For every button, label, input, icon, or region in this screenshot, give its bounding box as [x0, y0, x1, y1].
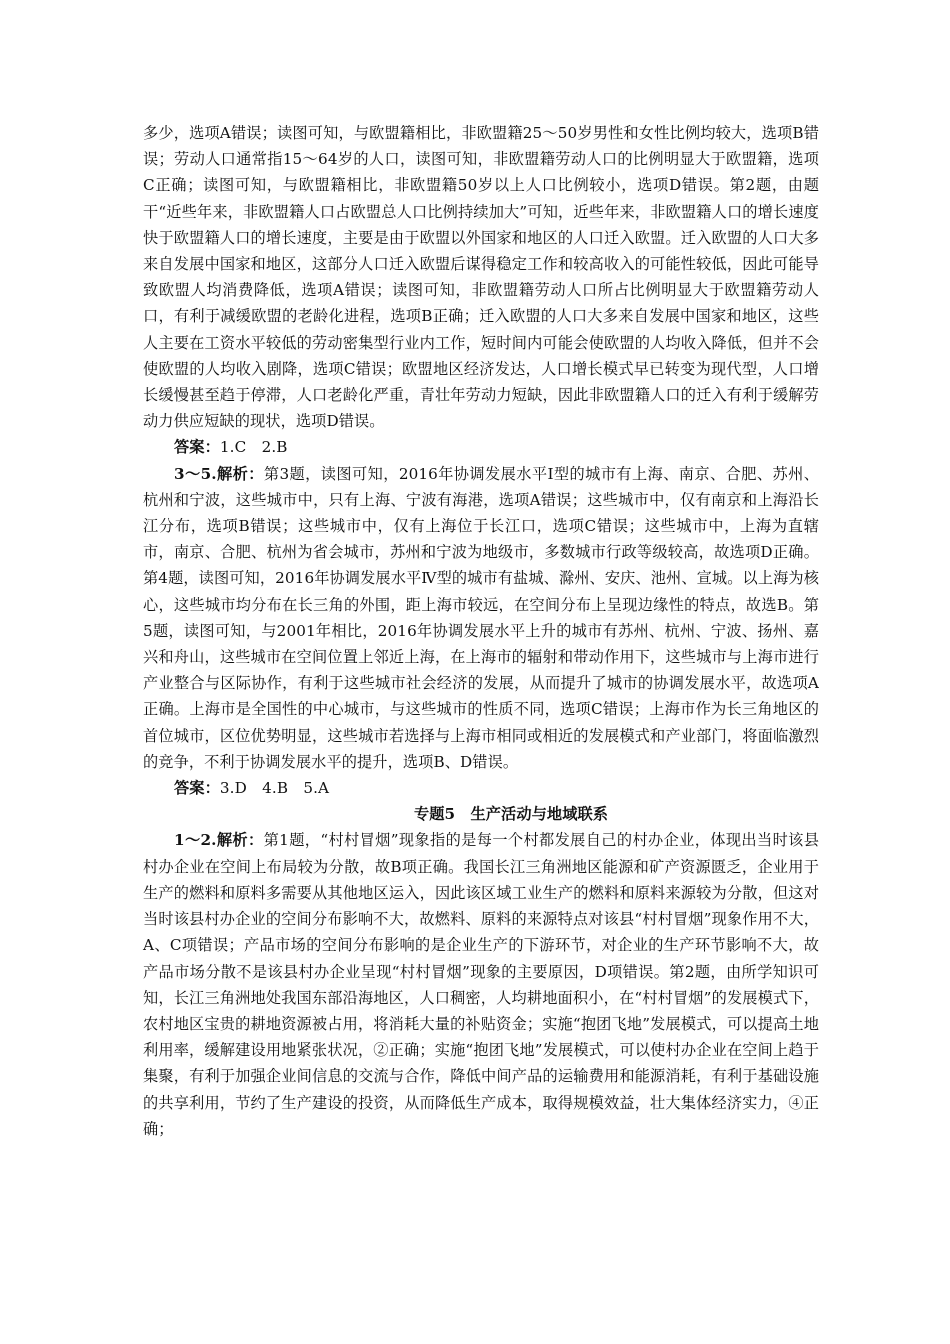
paragraph-q3-5 — [143, 461, 819, 775]
answer-value: 3.D 4.B 5.A — [219, 779, 330, 798]
answer-line-3-5 — [143, 775, 819, 801]
answer-label: 答案： — [174, 779, 220, 798]
answer-label: 答案： — [174, 438, 220, 457]
analysis-label: 1～2.解析： — [174, 831, 264, 850]
analysis-text: 第1题，“村村冒烟”现象指的是每一个村都发展自己的村办企业，体现出当时该县村办企业在空间上布局较为分散，故B项正确。我国长江三角洲地区能源和矿产资源匮乏，企业用于生产的燃料和原料多需要从其他地区运入，因此该区域工业生产的燃料和原料来源较为分散，但这对当时该县村办企业的空间分布影响不大，故燃料、原料的来源特点对该县“村村冒烟”现象作用不大，A、C项错误；产品市场的空间分布影响的是企业生产的下游环节，对企业的生产环节影响不大，故产品市场分散不是该县村办企业呈现“村村冒烟”现象的主要原因，D项错误。第2题，由所学知识可知，长江三角洲地处我国东部沿海地区，人口稠密，人均耕地面积小，在“村村冒烟”的发展模式下，农村地区宝贵的耕地资源被占用，将消耗大量的补贴资金；实施“抱团飞地”发展模式，可以提高土地利用率，缓解建设用地紧张状况，②正确；实施“抱团飞地”发展模式，可以使村办企业在空间上趋于集聚，有利于加强企业间信息的交流与合作，降低中间产品的运输费用和能源消耗，有利于基础设施的共享利用，节约了生产建设的投资，从而降低生产成本，取得规模效益，壮大集体经济实力，④正确； — [143, 831, 819, 1138]
analysis-label: 3～5.解析： — [174, 464, 264, 483]
paragraph-s5-q1-2 — [143, 827, 819, 1141]
answer-value: 1.C 2.B — [219, 438, 288, 457]
section-title: 专题5 生产活动与地域联系 — [413, 805, 609, 824]
answer-explanation-text — [143, 120, 819, 1142]
paragraph-q1-2-continued: 多少，选项A错误；读图可知，与欧盟籍相比，非欧盟籍25～50岁男性和女性比例均较大，选项B错误；劳动人口通常指15～64岁的人口，读图可知，非欧盟籍劳动人口的比例明显大于欧盟籍，选项C正确；读图可知，与欧盟籍相比，非欧盟籍50岁以上人口比例较小，选项D错误。第2题，由题干“近些年来，非欧盟籍人口占欧盟总人口比例持续加大”可知，近些年来，非欧盟籍人口的增长速度快于欧盟籍人口的增长速度，主要是由于欧盟以外国家和地区的人口迁入欧盟。迁入欧盟的人口大多来自发展中国家和地区，这部分人口迁入欧盟后谋得稳定工作和较高收入的可能性较低，因此可能导致欧盟人均消费降低，选项A错误；读图可知，非欧盟籍劳动人口所占比例明显大于欧盟籍劳动人口，有利于减缓欧盟的老龄化进程，选项B正确；迁入欧盟的人口大多来自发展中国家和地区，这些人主要在工资水平较低的劳动密集型行业内工作，短时间内可能会使欧盟的人均收入降低，但并不会使欧盟的人均收入剧降，选项C错误；欧盟地区经济发达，人口增长模式早已转变为现代型，人口增长缓慢甚至趋于停滞，人口老龄化严重，青壮年劳动力短缺，因此非欧盟籍人口的迁入有利于缓解劳动力供应短缺的现状，选项D错误。 — [143, 124, 819, 431]
analysis-text: 第3题，读图可知，2016年协调发展水平Ⅰ型的城市有上海、南京、合肥、苏州、杭州和宁波，这些城市中，只有上海、宁波有海港，选项A错误；这些城市中，仅有南京和上海沿长江分布，选项B错误；这些城市中，仅有上海位于长江口，选项C错误；这些城市中，上海为直辖市，南京、合肥、杭州为省会城市，苏州和宁波为地级市，多数城市行政等级较高，故选项D正确。第4题，读图可知，2016年协调发展水平Ⅳ型的城市有盐城、滁州、安庆、池州、宣城。以上海为核心，这些城市均分布在长三角的外围，距上海市较远，在空间分布上呈现边缘性的特点，故选B。第5题，读图可知，与2001年相比，2016年协调发展水平上升的城市有苏州、杭州、宁波、扬州、嘉兴和舟山，这些城市在空间位置上邻近上海，在上海市的辐射和带动作用下，这些城市与上海市进行产业整合与区际协作，有利于这些城市社会经济的发展，从而提升了城市的协调发展水平，故选项A正确。上海市是全国性的中心城市，与这些城市的性质不同，选项C错误；上海市作为长三角地区的首位城市，区位优势明显，这些城市若选择与上海市相同或相近的发展模式和产业部门，将面临激烈的竞争，不利于协调发展水平的提升，选项B、D错误。 — [143, 464, 819, 771]
answer-line-1-2 — [143, 434, 819, 460]
